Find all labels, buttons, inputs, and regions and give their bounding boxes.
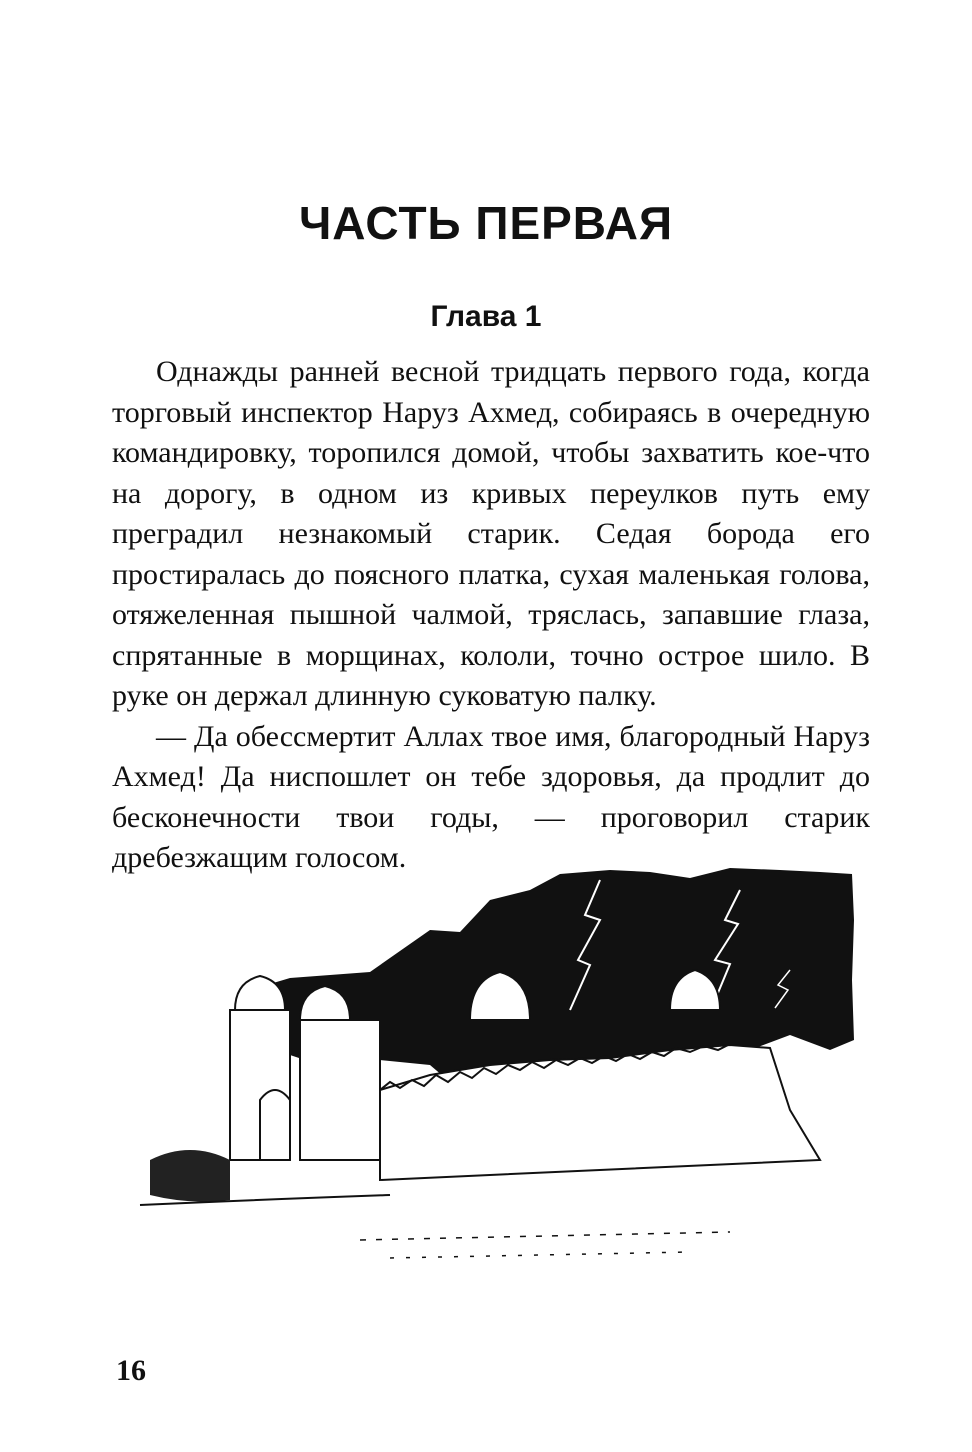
ground-line — [360, 1232, 730, 1240]
tower — [300, 1020, 380, 1160]
paragraph: Однажды ранней весной тридцать первого года, когда торговый инспектор Наруз Ахмед, собираясь в очередную командировку, торопился домой, чтобы захватить кое-что на дорогу, в одном из кривых переулков путь ему преградил незнакомый старик. Седая борода его простиралась до поясного платка, сухая маленькая голова, отяжеленная пышной чалмой, тряслась, запавшие глаза, спрятанные в морщинах, кололи, точно острое шило. В руке он держал длинную суковатую палку. — [112, 355, 870, 712]
chapter-title: Глава 1 — [430, 300, 542, 333]
city-night-illustration — [130, 860, 860, 1280]
ground-line — [390, 1252, 690, 1258]
ground-shadow — [150, 1150, 230, 1202]
chapter-text — [112, 352, 870, 879]
part-title: ЧАСТЬ ПЕРВАЯ — [298, 197, 674, 249]
dome — [235, 976, 285, 1010]
page-number: 16 — [116, 1354, 146, 1387]
paragraph: — Да обессмертит Аллах твое имя, благородный Наруз Ахмед! Да ниспошлет он тебе здоровья, да продлит до бесконечности твои годы, — проговорил старик дребезжащим голосом. — [112, 719, 870, 874]
